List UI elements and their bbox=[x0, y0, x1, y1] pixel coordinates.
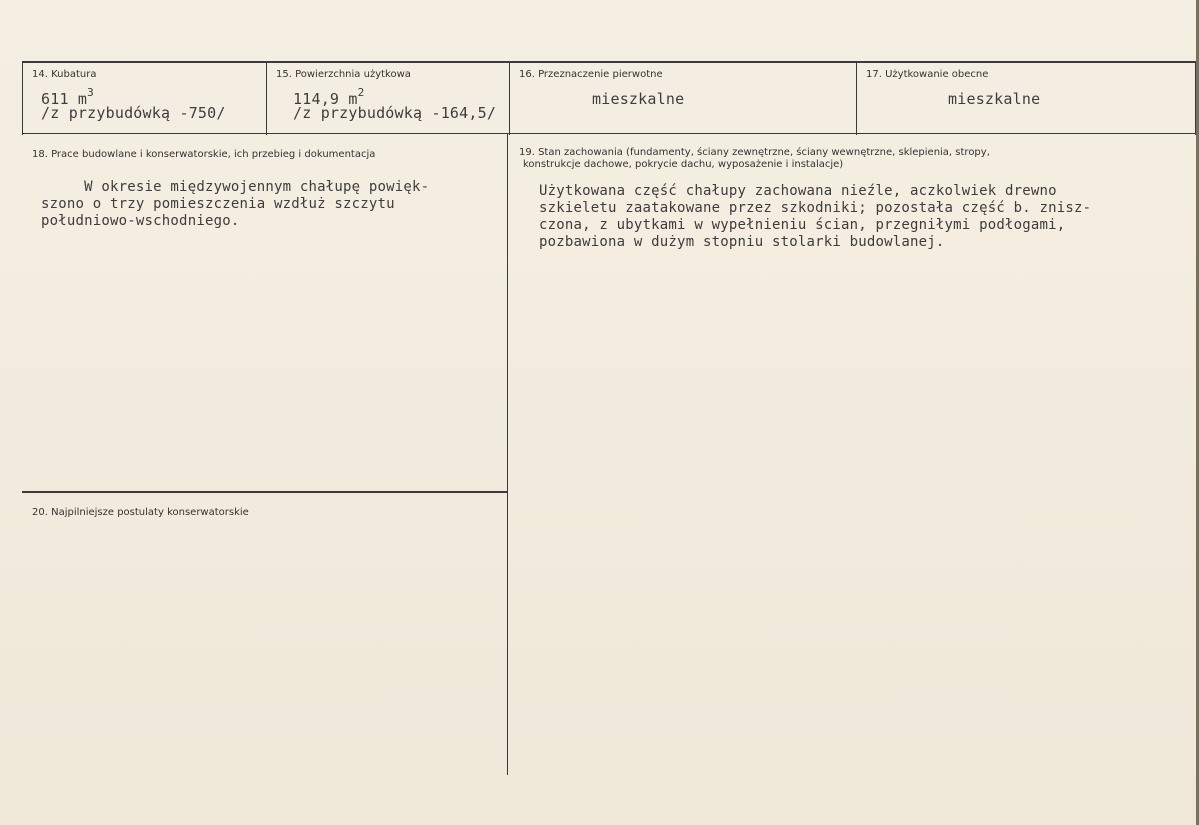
postulaty-label: 20. Najpilniejsze postulaty konserwatorskie bbox=[32, 507, 249, 518]
kubatura-number: 611 m bbox=[41, 90, 88, 108]
powierzchnia-number: 114,9 m bbox=[293, 90, 358, 108]
col-divider-15-16 bbox=[509, 61, 510, 135]
top-rule bbox=[22, 61, 1196, 63]
prace-line: W okresie międzywojennym chałupę powięk- bbox=[41, 179, 430, 195]
powierzchnia-label: 15. Powierzchnia użytkowa bbox=[276, 69, 411, 80]
uzytkowanie-label: 17. Użytkowanie obecne bbox=[866, 69, 989, 80]
kubatura-unit-exponent: 3 bbox=[87, 86, 94, 99]
powierzchnia-unit-exponent: 2 bbox=[357, 86, 365, 99]
row1-rule bbox=[22, 133, 1196, 134]
stan-line: pozbawiona w dużym stopniu stolarki budowlanej. bbox=[539, 234, 945, 250]
uzytkowanie-value: mieszkalne bbox=[948, 90, 1041, 108]
stan-line: czona, z ubytkami w wypełnieniu ścian, przegniłymi podłogami, bbox=[539, 217, 1066, 233]
kubatura-label: 14. Kubatura bbox=[32, 69, 97, 80]
prace-line: szono o trzy pomieszczenia wzdłuż szczytu bbox=[41, 196, 395, 212]
col-divider-16-17 bbox=[856, 61, 857, 135]
stan-line: Użytkowana część chałupy zachowana nieźle, aczkolwiek drewno bbox=[539, 183, 1057, 199]
powierzchnia-extension: /z przybudówką -164,5/ bbox=[293, 104, 497, 122]
section20-rule bbox=[22, 491, 507, 493]
stan-line: szkieletu zaatakowane przez szkodniki; pozostała część b. znisz- bbox=[539, 200, 1092, 216]
stan-zachowania-label-line2: konstrukcje dachowe, pokrycie dachu, wyposażenie i instalacje) bbox=[523, 159, 844, 170]
kubatura-extension: /z przybudówką -750/ bbox=[41, 104, 226, 122]
main-divider bbox=[507, 133, 508, 775]
przeznaczenie-label: 16. Przeznaczenie pierwotne bbox=[519, 69, 663, 80]
przeznaczenie-value: mieszkalne bbox=[592, 90, 685, 108]
stan-zachowania-label-line1: 19. Stan zachowania (fundamenty, ściany zewnętrzne, ściany wewnętrzne, sklepienia, stropy, bbox=[519, 147, 990, 158]
col-divider-14-15 bbox=[266, 61, 267, 135]
prace-line: południowo-wschodniego. bbox=[41, 213, 240, 229]
prace-budowlane-label: 18. Prace budowlane i konserwatorskie, ich przebieg i dokumentacja bbox=[32, 149, 376, 160]
left-border bbox=[22, 61, 23, 135]
